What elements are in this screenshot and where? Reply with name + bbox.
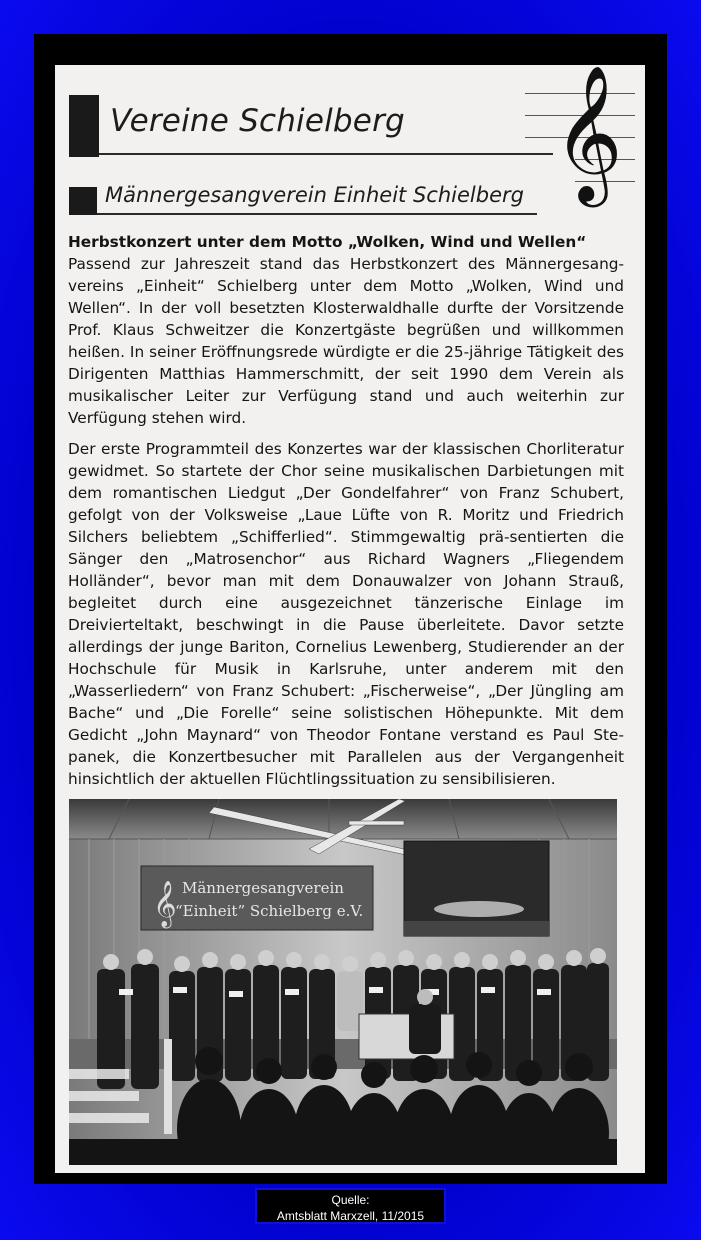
- source-caption: [255, 1188, 446, 1224]
- title-underline: [99, 153, 553, 155]
- treble-clef-icon: 𝄞: [553, 63, 623, 201]
- svg-text:𝄞: 𝄞: [153, 881, 177, 927]
- subsection-title: Männergesangverein Einheit Schielberg: [105, 183, 524, 207]
- article-headline: Herbstkonzert unter dem Motto „Wolken, Wind und Wellen“: [68, 233, 587, 251]
- section-marker: [69, 95, 99, 157]
- source-label: Quelle:: [331, 1193, 370, 1207]
- article-paragraph-1: Passend zur Jahreszeit stand das Herbstkonzert des Männergesang-vereins „Einheit“ Schielberg unter dem Motto „Wolken, Wind und Wellen“. In der voll besetzten Klosterwaldhalle durfte der Vorsitzende Prof. Klaus Schweitzer die Konzertgäste begrüßen und willkommen heißen. In seiner Eröffnungsrede würdigte er die 25-jährige Tätigkeit des Dirigenten Matthias Hammerschmitt, der seit 1990 dem Verein als musikalischer Leiter zur Verfügung stand und auch weiterhin zur Verfügung stehen wird.: [68, 255, 624, 427]
- section-title: Vereine Schielberg: [110, 103, 405, 139]
- subtitle-underline: [97, 213, 537, 215]
- banner-line-2: “Einheit” Schielberg e.V.: [175, 902, 364, 920]
- source-value: Amtsblatt Marxzell, 11/2015: [276, 1209, 425, 1223]
- article-paragraph-2: Der erste Programmteil des Konzertes war der klassischen Chorliteratur gewidmet. So startete der Chor seine musikalischen Darbietungen mit dem romantischen Liedgut „Der Gondelfahrer“ von Franz Schubert, gefolgt von der Volksweise „Laue Lüfte von R. Moritz und Friedrich Silchers beliebtem „Schifferlied“. Stimmgewaltig prä-sentierten die Sänger den „Matrosenchor“ aus Richard Wagners „Fliegendem Holländer“, bevor man mit dem Donauwalzer von Johann Strauß, begleitet durch eine ausgezeichnet tänzerische Einlage im Dreivierteltakt, beschwingt in die Pause überleitete. Davor setzte allerdings der junge Bariton, Cornelius Lewenberg, Studierender an der Hochschule für Musik in Karlsruhe, unter anderem mit den „Wasserliedern“ von Franz Schubert: „Fischerweise“, „Der Jüngling am Bache“ und „Die Forelle“ seine solistischen Höhepunkte. Mit dem Gedicht „John Maynard“ von Theodor Fontane verstand es Paul Ste-panek, die Konzertbesucher mit Parallelen aus der Vergangenheit hinsichtlich der aktuellen Flüchtlingssituation zu sensibilisieren.: [68, 440, 624, 788]
- subsection-marker: [69, 187, 97, 215]
- concert-photo: [69, 799, 617, 1165]
- newspaper-clipping: [55, 65, 645, 1173]
- article-body: [68, 231, 624, 799]
- banner-line-1: Männergesangverein: [182, 879, 344, 897]
